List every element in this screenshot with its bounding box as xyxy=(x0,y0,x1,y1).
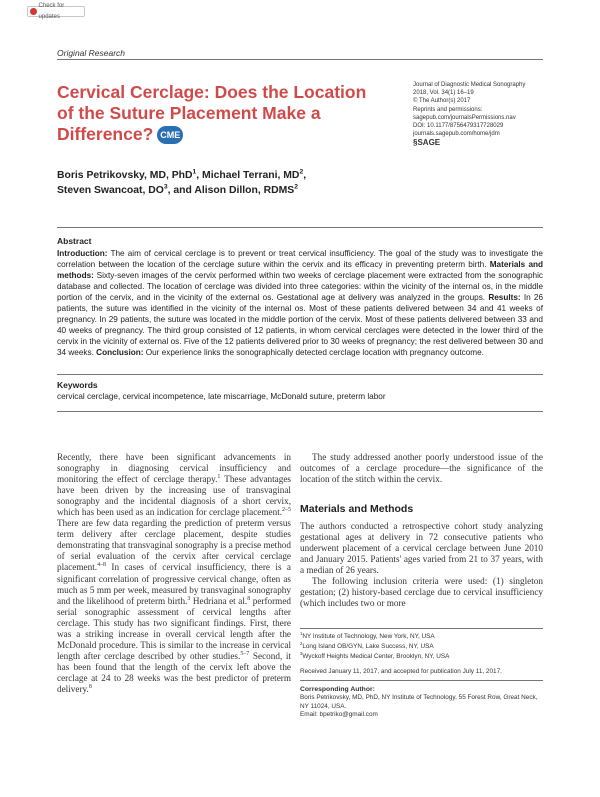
article-title xyxy=(57,82,377,145)
methods-text xyxy=(300,521,543,609)
authors-line-2: Steven Swancoat, $DO^3$, and Alison Dillon, RDMS$^2$ xyxy=(57,183,298,196)
copyright: © The Author(s) 2017 xyxy=(413,98,471,105)
body-right-intro: The study addressed another poorly understood issue of the outcomes of a cerclage procedure—the significance of the location of the stitch within the cervix. xyxy=(300,452,543,485)
journal-home-link[interactable]: journals.sagepub.com/home/jdm xyxy=(413,131,500,138)
section-heading-methods: Materials and Methods xyxy=(300,503,414,515)
abstract-conclusion-label: Conclusion: xyxy=(96,348,144,358)
methods-paragraph-2: The following inclusion criteria were used: (1) singleton gestation; (2) history-based cerclage due to cervical insufficiency (which includes two or more xyxy=(300,576,543,609)
permissions-link[interactable]: sagepub.com/journalsPermissions.nav xyxy=(413,114,516,121)
abstract-conclusion: Our experience links the sonographically detected cerclage location with pregnancy outcome. xyxy=(145,348,484,358)
affiliations xyxy=(300,632,543,662)
divider xyxy=(57,411,543,412)
update-icon xyxy=(30,8,37,15)
abstract-results: In 26 patients, the suture was identified in the vicinity of the internal os. Most of these patients delivered between 34 and 41 weeks of pregnancy. In 29 patients, the suture was located in the middle portion of the cervix. Most of these patients delivered between 33 and 40 weeks of pregnancy. The third group consisted of 12 patients, in whom cervical cerclages were detected in the lower third of the cervix in the vicinity of external os. Five of the 12 patients delivered prior to 30 weeks of pregnancy; the rest delivered between 30 and 34 weeks. xyxy=(57,293,544,358)
abstract xyxy=(57,236,543,359)
affiliation-1: $^1$NY Institute of Technology, New York, NY, USA xyxy=(300,630,435,640)
corresponding-address: Boris Petrikovsky, MD, PhD, NY Institute of Technology, 55 Forest Row, Great Neck, NY 11024, USA. xyxy=(300,694,538,710)
sage-logo: §SAGE xyxy=(413,138,441,148)
author-list xyxy=(57,168,377,198)
divider xyxy=(57,374,543,375)
doi-link[interactable]: DOI: 10.1177/8756479317728029 xyxy=(413,123,504,130)
corresponding-email[interactable]: Email: bpetriko@gmail.com xyxy=(300,711,378,719)
divider xyxy=(57,59,543,60)
check-for-updates-label: Check for updates xyxy=(38,2,65,20)
abstract-intro: The aim of cervical cerclage is to prevent or treat cervical insufficiency. The goal of the study was to investigate the correlation between the location of the cerclage suture within the cervix and its efficacy in preventing preterm birth. xyxy=(57,249,543,270)
divider xyxy=(57,227,543,228)
divider xyxy=(300,628,543,629)
body-left-column: Recently, there have been significant advancements in sonography in diagnosing cervical insufficiency and monitoring the effect of cerclage therapy.$^1$ These advantages have been driven by the increasing use of transvaginal sonography and the incidental diagnosis of a short cervix, which has been used as an indication for cerclage placement.$^{2-5}$ There are few data regarding the prediction of preterm versus term delivery after cerclage placement, despite studies demonstrating that transvaginal sonography is a precise method of serial evaluation of the cervix after cervical cerclage placement.$^{4-8}$ In cases of cervical insufficiency, there is a significant correlation of progressive cervical change, often as much as 5 mm per week, measured by transvaginal sonography and the likelihood of preterm birth.$^3$ Hedriana et al.$^8$ performed serial sonographic assessment of cervical lengths after cerclage. This study has two significant findings. First, there was a striking increase in overall cervical length after the McDonald procedure. This is similar to the increase in cervical length after cerclage described by other studies.$^{5-7}$ Second, it has been found that the length of the cervix left above the cerclage at 24 to 28 weeks was the best predictor of preterm delivery.$^8$ xyxy=(57,452,291,694)
methods-paragraph-1: The authors conducted a retrospective cohort study analyzing gestational ages at delivery in 72 consecutive patients who underwent placement of a cervical cerclage between June 2010 and January 2015. Patients' ages varied from 21 to 37 years, with a median of 26 years. xyxy=(300,521,543,576)
abstract-methods: Sixty-seven images of the cervix performed within two weeks of cerclage placement were extracted from the sonographic database and collected. The location of cerclage was divided into three categories: within the vicinity of the internal os, in the middle portion of the cervix, and in the vicinity of the external os. Gestational age at delivery was analyzed in the groups. xyxy=(57,271,544,303)
article-type: Original Research xyxy=(57,48,126,58)
corresponding-heading: Corresponding Author: xyxy=(300,686,375,693)
check-for-updates-badge[interactable] xyxy=(27,2,85,20)
keywords-heading: Keywords xyxy=(57,380,98,390)
reprints-label: Reprints and permissions: xyxy=(413,106,483,113)
journal-info xyxy=(413,81,553,148)
article-title-text: Cervical Cerclage: Does the Location of the Suture Placement Make a Difference? xyxy=(57,82,367,144)
abstract-methods-label: Materials and methods: xyxy=(57,260,544,281)
keywords xyxy=(57,380,543,402)
affiliation-2: $^2$Long Island OB/GYN, Lake Success, NY, USA xyxy=(300,640,434,650)
authors-line-1: Boris Petrikovsky, MD, PhD$^1$, Michael Terrani, $MD^2$, xyxy=(57,168,307,181)
abstract-heading: Abstract xyxy=(57,236,92,246)
received-date: Received January 11, 2017, and accepted for publication July 11, 2017. xyxy=(300,668,502,675)
keywords-list: cervical cerclage, cervical incompetence, late miscarriage, McDonald suture, preterm labor xyxy=(57,392,386,401)
cme-badge-icon[interactable]: CME xyxy=(157,126,183,144)
divider xyxy=(300,680,543,681)
journal-volume: 2018, Vol. 34(1) 16–19 xyxy=(413,90,474,97)
corresponding-author xyxy=(300,686,543,720)
affiliation-3: $^3$Wyckoff Heights Medical Center, Brooklyn, NY, USA xyxy=(300,650,450,660)
journal-name: Journal of Diagnostic Medical Sonography xyxy=(413,82,526,88)
abstract-intro-label: Introduction: xyxy=(57,249,108,259)
abstract-results-label: Results: xyxy=(488,293,521,303)
